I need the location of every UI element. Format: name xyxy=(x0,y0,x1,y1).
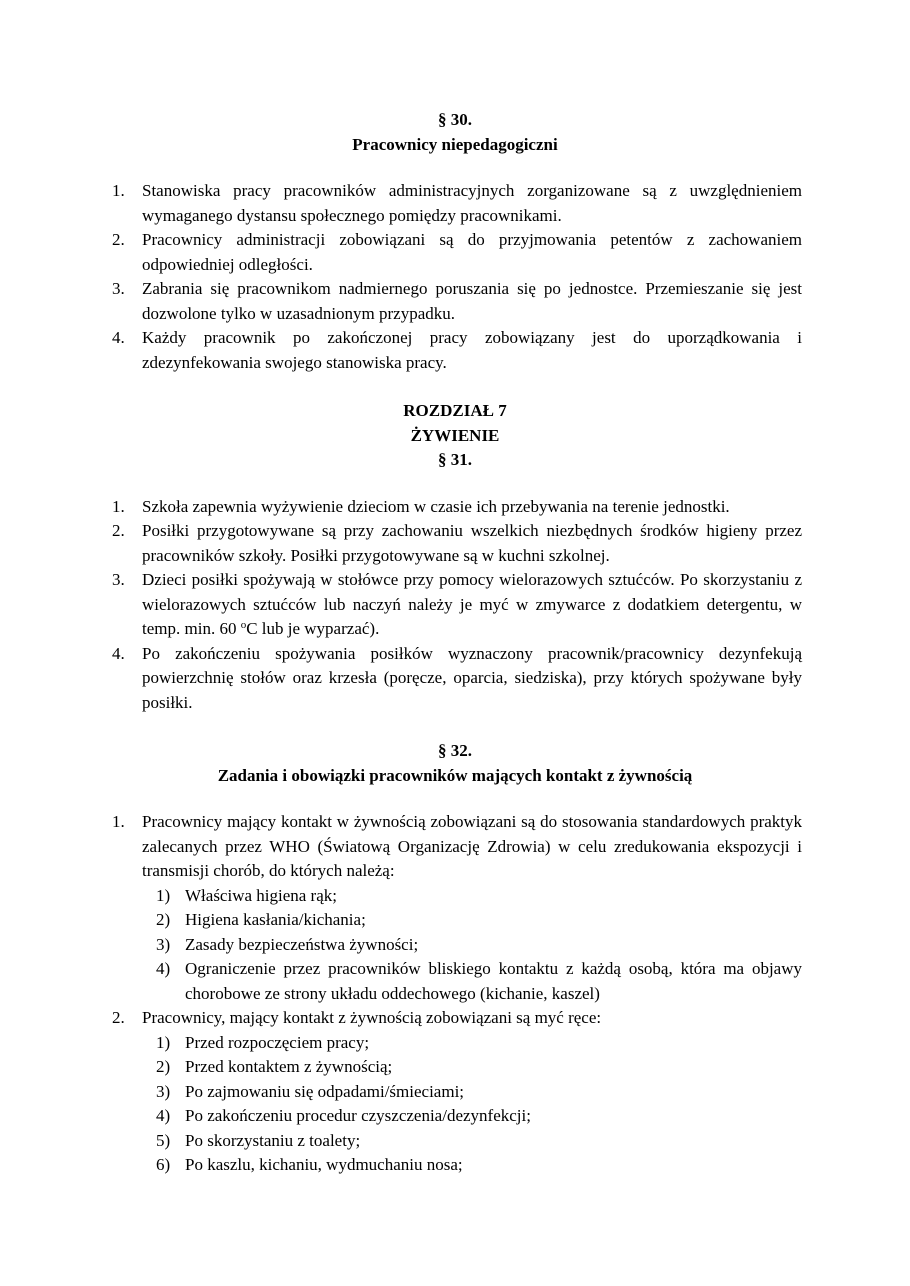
list-item-number: 2. xyxy=(112,1008,125,1027)
sub-list-item-text: Ograniczenie przez pracowników bliskiego kontaktu z każdą osobą, która ma objawy chorobowe ze strony układu oddechowego (kichanie, kaszel) xyxy=(185,959,802,1003)
list-item-number: 3. xyxy=(112,570,125,589)
list-item-text: Stanowiska pracy pracowników administracyjnych zorganizowane są z uwzględnieniem wymaganego dystansu społecznego pomiędzy pracownikami. xyxy=(142,181,802,225)
list-item xyxy=(0,277,910,326)
section-30-heading: § 30. xyxy=(438,110,472,129)
document-page xyxy=(0,108,910,1178)
list-item xyxy=(0,642,910,716)
section-31-heading: § 31. xyxy=(438,450,472,469)
list-item-text: Szkoła zapewnia wyżywienie dzieciom w czasie ich przebywania na terenie jednostki. xyxy=(142,496,730,516)
list-item-number: 1. xyxy=(112,496,125,516)
sub-list-item xyxy=(0,1080,910,1105)
sub-list-item-text: Właściwa higiena rąk; xyxy=(185,885,337,905)
list-item-number: 4. xyxy=(112,643,125,663)
sub-list-item-number: 1) xyxy=(156,885,171,905)
sub-list-item-number: 2) xyxy=(156,910,171,929)
sub-list-item-text: Przed rozpoczęciem pracy; xyxy=(185,1032,370,1052)
section-32-list xyxy=(0,810,910,1178)
list-item-text: Posiłki przygotowywane są przy zachowaniu wszelkich niezbędnych środków higieny przez pracowników szkoły. Posiłki przygotowywane są w kuchni szkolnej. xyxy=(142,521,802,565)
sub-list-item xyxy=(0,1129,910,1154)
list-item xyxy=(0,1006,910,1031)
sub-list-item-text: Po kaszlu, kichaniu, wydmuchaniu nosa; xyxy=(185,1155,463,1174)
list-item-text: Pracownicy, mający kontakt z żywnością zobowiązani są myć ręce: xyxy=(142,1008,602,1027)
sub-list-item-number: 2) xyxy=(156,1057,171,1076)
list-item-number: 1. xyxy=(112,181,125,200)
list-item-text-part: C lub je wyparzać). xyxy=(246,619,380,638)
sub-list-item-text: Po skorzystaniu z toalety; xyxy=(185,1130,361,1150)
list-item-text: Zabrania się pracownikom nadmiernego poruszania się po jednostce. Przemieszanie się jest dozwolone tylko w uzasadnionym przypadku. xyxy=(142,279,802,323)
sub-list-item-text: Higiena kasłania/kichania; xyxy=(185,910,366,929)
list-item-text-part: Dzieci posiłki spożywają w stołówce przy pomocy wielorazowych sztućców. Po skorzystaniu z wielorazowych sztućców lub naczyń należy je myć w zmywarce z dodatkiem detergentu, w temp. min. 60 xyxy=(142,570,802,638)
list-item xyxy=(0,810,910,884)
sub-list-item-text: Po zajmowaniu się odpadami/śmieciami; xyxy=(185,1081,465,1101)
sub-list-item-number: 1) xyxy=(156,1032,171,1052)
section-31 xyxy=(0,399,910,715)
list-item-number: 4. xyxy=(112,328,125,347)
section-30 xyxy=(0,108,910,375)
sub-list-item xyxy=(0,1055,910,1080)
sub-list-item xyxy=(0,908,910,933)
list-item-number: 2. xyxy=(112,521,125,540)
section-30-title: Pracownicy niepedagogiczni xyxy=(352,134,558,154)
sub-list-item-number: 6) xyxy=(156,1155,171,1174)
sub-list-item-text: Zasady bezpieczeństwa żywności; xyxy=(185,934,419,954)
list-item xyxy=(0,326,910,375)
section-31-list xyxy=(0,495,910,716)
section-32-heading: § 32. xyxy=(438,741,472,760)
list-item-number: 3. xyxy=(112,279,125,298)
list-item-number: 1. xyxy=(112,812,125,831)
list-item xyxy=(0,179,910,228)
list-item-text: Po zakończeniu spożywania posiłków wyznaczony pracownik/pracownicy dezynfekują powierzchnię stołów oraz krzesła (poręcze, oparcia, siedziska), przy których spożywane były posiłki. xyxy=(142,643,802,712)
list-item-text: Pracownicy administracji zobowiązani są do przyjmowania petentów z zachowaniem odpowiedniej odległości. xyxy=(142,230,802,274)
sub-list-item xyxy=(0,884,910,909)
sub-list-item-number: 3) xyxy=(156,934,171,954)
section-30-list xyxy=(0,179,910,375)
sub-list-item-number: 5) xyxy=(156,1130,171,1150)
sub-list-item-number: 3) xyxy=(156,1081,171,1101)
list-item xyxy=(0,519,910,568)
sub-list-item xyxy=(0,1031,910,1056)
sub-list-item xyxy=(0,957,910,1006)
list-item xyxy=(0,568,910,642)
sub-list-item xyxy=(0,1104,910,1129)
sub-list-item-number: 4) xyxy=(156,959,171,978)
list-item-number: 2. xyxy=(112,230,125,249)
list-item xyxy=(0,495,910,520)
sub-list-item xyxy=(0,933,910,958)
section-32-title: Zadania i obowiązki pracowników mających kontakt z żywnością xyxy=(217,765,693,785)
list-item-text: Każdy pracownik po zakończonej pracy zobowiązany jest do uporządkowania i zdezynfekowania swojego stanowiska pracy. xyxy=(142,328,802,372)
chapter-7-title: ŻYWIENIE xyxy=(410,425,500,445)
sub-list-item-text: Po zakończeniu procedur czyszczenia/dezynfekcji; xyxy=(185,1106,531,1125)
list-item-text xyxy=(142,570,802,638)
list-item xyxy=(0,228,910,277)
degree-superscript: o xyxy=(240,619,247,631)
chapter-7-label: ROZDZIAŁ 7 xyxy=(403,401,507,420)
sub-list-item-number: 4) xyxy=(156,1106,171,1125)
list-item-text: Pracownicy mający kontakt w żywnością zobowiązani są do stosowania standardowych praktyk zalecanych przez WHO (Światową Organizację Zdrowia) w celu zredukowania ekspozycji i transmisji chorób, do których należą: xyxy=(142,812,802,880)
sub-list-item-text: Przed kontaktem z żywnością; xyxy=(185,1057,393,1076)
section-32 xyxy=(0,739,910,1178)
sub-list-item xyxy=(0,1153,910,1178)
